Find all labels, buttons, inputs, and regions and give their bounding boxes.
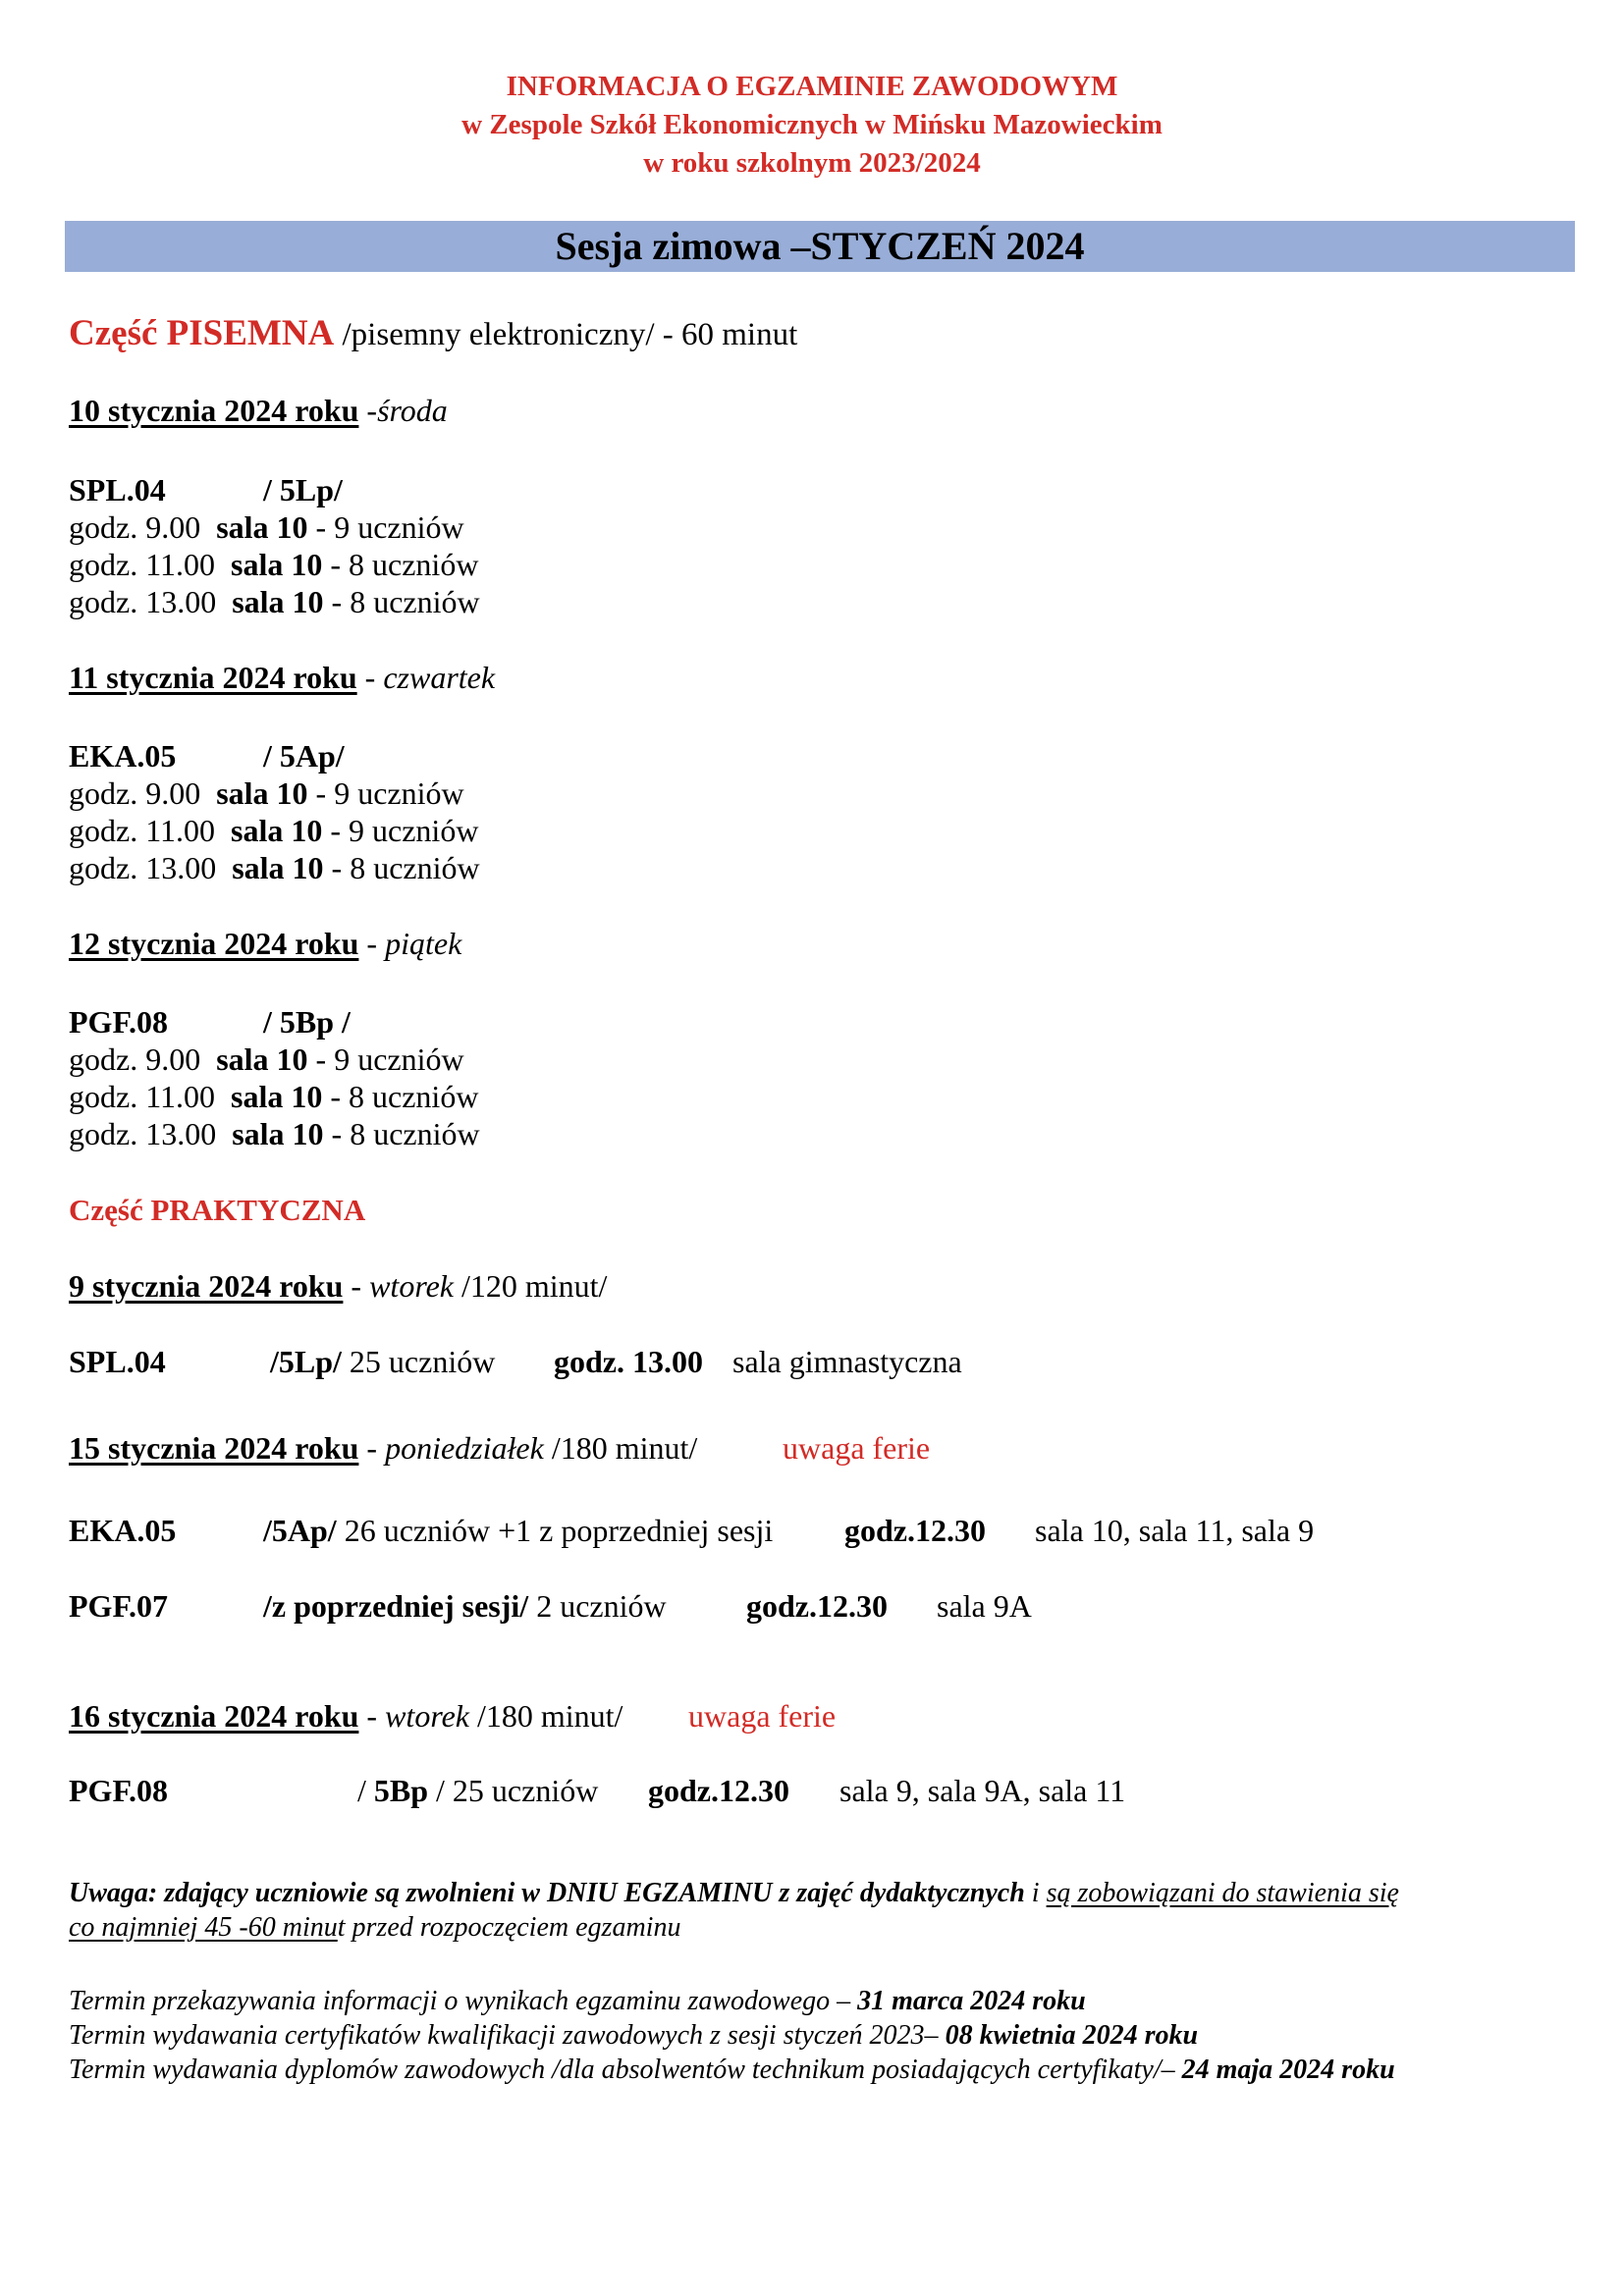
written-day-2-class: / 5Ap/ (263, 738, 345, 774)
certificates-term-text: Termin wydawania certyfikatów kwalifikacji zawodowych z sesji styczeń 2023– (69, 2020, 946, 2051)
practical-day-2-duration: /180 minut/ (543, 1430, 698, 1466)
session-banner (65, 221, 1575, 272)
written-day-2-slot-2 (69, 813, 478, 849)
written-day-1-class: / 5Lp/ (263, 472, 343, 507)
slot-room: sala 10 (231, 1079, 323, 1114)
practical-day-3-room: sala 9, sala 9A, sala 11 (839, 1773, 1126, 1808)
diplomas-term-date: 24 maja 2024 roku (1181, 2055, 1395, 2085)
attendance-note-line-1 (69, 1878, 1399, 1909)
practical-day-2-row-1-class-count (263, 1513, 773, 1549)
header-line-1: INFORMACJA O EGZAMINIE ZAWODOWYM (506, 71, 1118, 102)
written-day-3-slot-1 (69, 1041, 464, 1078)
practical-part-label: Część PRAKTYCZNA (69, 1193, 366, 1227)
practical-day-1-count: 25 uczniów (341, 1344, 496, 1379)
practical-day-1-class-count (270, 1344, 495, 1380)
written-day-3-class: / 5Bp / (263, 1004, 351, 1040)
practical-day-1-weekday: wtorek (369, 1268, 454, 1304)
written-day-2-date: 11 stycznia 2024 roku (69, 660, 357, 695)
practical-day-1-date-line (69, 1268, 607, 1305)
attendance-note-time-underlined: co najmniej 45 -60 minu (69, 1912, 338, 1943)
certificates-term-line (69, 2020, 1198, 2052)
practical-day-2-date-line (69, 1430, 697, 1467)
written-day-1-slot-3 (69, 584, 480, 620)
slot-time: godz. 11.00 (69, 1079, 216, 1114)
written-day-1-code: SPL.04 (69, 472, 166, 507)
practical-day-3-class-count (357, 1773, 598, 1809)
diplomas-term-line (69, 2055, 1395, 2086)
written-day-2-slot-3 (69, 850, 480, 886)
slot-time: godz. 11.00 (69, 813, 216, 848)
slot-room: sala 10 (216, 509, 308, 545)
written-day-2-weekday: - czwartek (356, 660, 496, 695)
slot-time: godz. 13.00 (69, 850, 217, 885)
practical-day-1-duration: /120 minut/ (453, 1268, 608, 1304)
attendance-note-line-2 (69, 1912, 680, 1944)
practical-day-2-row-2-class: /z poprzedniej sesji/ (263, 1588, 529, 1624)
slot-time: godz. 13.00 (69, 584, 217, 619)
written-day-1-weekday: -środa (358, 393, 448, 428)
practical-day-2-row-1-time: godz.12.30 (844, 1513, 986, 1548)
practical-day-3-date: 16 stycznia 2024 roku (69, 1698, 359, 1734)
written-part-label: Część PISEMNA (69, 313, 335, 353)
slot-time: godz. 11.00 (69, 547, 216, 582)
practical-day-3-weekday: - wtorek (358, 1698, 469, 1734)
practical-day-2-row-2-room: sala 9A (937, 1588, 1032, 1624)
practical-day-1-sep: - (343, 1268, 370, 1304)
practical-day-1-date: 9 stycznia 2024 roku (69, 1268, 344, 1304)
practical-day-3-date-line (69, 1698, 623, 1735)
slot-room: sala 10 (216, 775, 308, 811)
slot-room: sala 10 (231, 813, 323, 848)
slot-count: - 8 uczniów (323, 584, 480, 619)
slot-count: - 9 uczniów (307, 509, 464, 545)
practical-day-2-row-1-code: EKA.05 (69, 1513, 177, 1548)
session-banner-title: Sesja zimowa –STYCZEŃ 2024 (555, 224, 1085, 268)
header-line-2: w Zespole Szkół Ekonomicznych w Mińsku Mazowieckim (461, 109, 1163, 140)
practical-day-2-row-1-class: /5Ap/ (263, 1513, 337, 1548)
written-part-heading (69, 312, 797, 354)
slot-room: sala 10 (216, 1041, 308, 1077)
slot-count: - 9 uczniów (322, 813, 479, 848)
attendance-note-time-tail: t (337, 1912, 346, 1943)
practical-day-2-warning: uwaga ferie (783, 1430, 931, 1466)
practical-day-2-row-1-count: 26 uczniów +1 z poprzedniej sesji (336, 1513, 774, 1548)
written-day-1-date-line (69, 393, 448, 429)
slot-count: - 8 uczniów (322, 547, 479, 582)
written-day-1-date: 10 stycznia 2024 roku (69, 393, 359, 428)
slot-count: - 9 uczniów (307, 1041, 464, 1077)
slot-room: sala 10 (232, 584, 324, 619)
attendance-note-rest: przed rozpoczęciem egzaminu (345, 1912, 681, 1943)
practical-day-1-code: SPL.04 (69, 1344, 166, 1379)
written-day-3-weekday: - piątek (358, 926, 462, 961)
written-day-2-code: EKA.05 (69, 738, 177, 774)
practical-day-2-row-2-code: PGF.07 (69, 1588, 169, 1624)
slot-room: sala 10 (232, 1116, 324, 1151)
written-day-3-date: 12 stycznia 2024 roku (69, 926, 359, 961)
practical-day-2-date: 15 stycznia 2024 roku (69, 1430, 359, 1466)
slot-room: sala 10 (231, 547, 323, 582)
written-day-1-slot-1 (69, 509, 464, 546)
written-day-3-slot-2 (69, 1079, 478, 1115)
slot-time: godz. 9.00 (69, 1041, 201, 1077)
class-open: / (357, 1773, 374, 1808)
written-day-2-date-line (69, 660, 495, 696)
practical-day-2-row-1-room: sala 10, sala 11, sala 9 (1035, 1513, 1315, 1548)
attendance-note-bold: Uwaga: zdający uczniowie są zwolnieni w DNIU EGZAMINU z zajęć dydaktycznych (69, 1878, 1025, 1908)
attendance-note-mid: i (1024, 1878, 1047, 1908)
written-day-1-slot-2 (69, 547, 478, 583)
slot-time: godz. 9.00 (69, 509, 201, 545)
slot-count: - 8 uczniów (322, 1079, 479, 1114)
slot-count: - 8 uczniów (323, 1116, 480, 1151)
written-day-2-slot-1 (69, 775, 464, 812)
results-term-text: Termin przekazywania informacji o wynikach egzaminu zawodowego – (69, 1986, 858, 2016)
results-term-date: 31 marca 2024 roku (857, 1986, 1086, 2016)
practical-day-3-duration: /180 minut/ (468, 1698, 623, 1734)
written-day-3-slot-3 (69, 1116, 480, 1152)
practical-day-3-count: / 25 uczniów (428, 1773, 599, 1808)
practical-day-2-row-2-count: 2 uczniów (528, 1588, 667, 1624)
diplomas-term-text: Termin wydawania dyplomów zawodowych /dla absolwentów technikum posiadających certyfikaty/– (69, 2055, 1182, 2085)
practical-day-1-class: /5Lp/ (270, 1344, 342, 1379)
slot-time: godz. 9.00 (69, 775, 201, 811)
slot-count: - 9 uczniów (307, 775, 464, 811)
practical-day-3-warning: uwaga ferie (688, 1698, 837, 1734)
written-day-3-date-line (69, 926, 461, 962)
slot-count: - 8 uczniów (323, 850, 480, 885)
written-day-3-code: PGF.08 (69, 1004, 169, 1040)
results-term-line (69, 1986, 1086, 2017)
header-line-3: w roku szkolnym 2023/2024 (643, 147, 981, 179)
practical-day-2-row-2-class-count (263, 1588, 667, 1625)
practical-day-3-code: PGF.08 (69, 1773, 169, 1808)
practical-day-1-room: sala gimnastyczna (732, 1344, 962, 1379)
practical-day-2-row-2-time: godz.12.30 (746, 1588, 888, 1624)
practical-day-2-weekday: - poniedziałek (358, 1430, 544, 1466)
practical-day-3-time: godz.12.30 (648, 1773, 789, 1808)
practical-day-1-time: godz. 13.00 (554, 1344, 703, 1379)
written-part-desc: /pisemny elektroniczny/ - 60 minut (334, 317, 798, 352)
slot-room: sala 10 (232, 850, 324, 885)
certificates-term-date: 08 kwietnia 2024 roku (945, 2020, 1199, 2051)
practical-day-3-class: 5Bp (373, 1773, 429, 1808)
slot-time: godz. 13.00 (69, 1116, 217, 1151)
attendance-note-underlined: są zobowiązani do stawienia się (1046, 1878, 1399, 1908)
